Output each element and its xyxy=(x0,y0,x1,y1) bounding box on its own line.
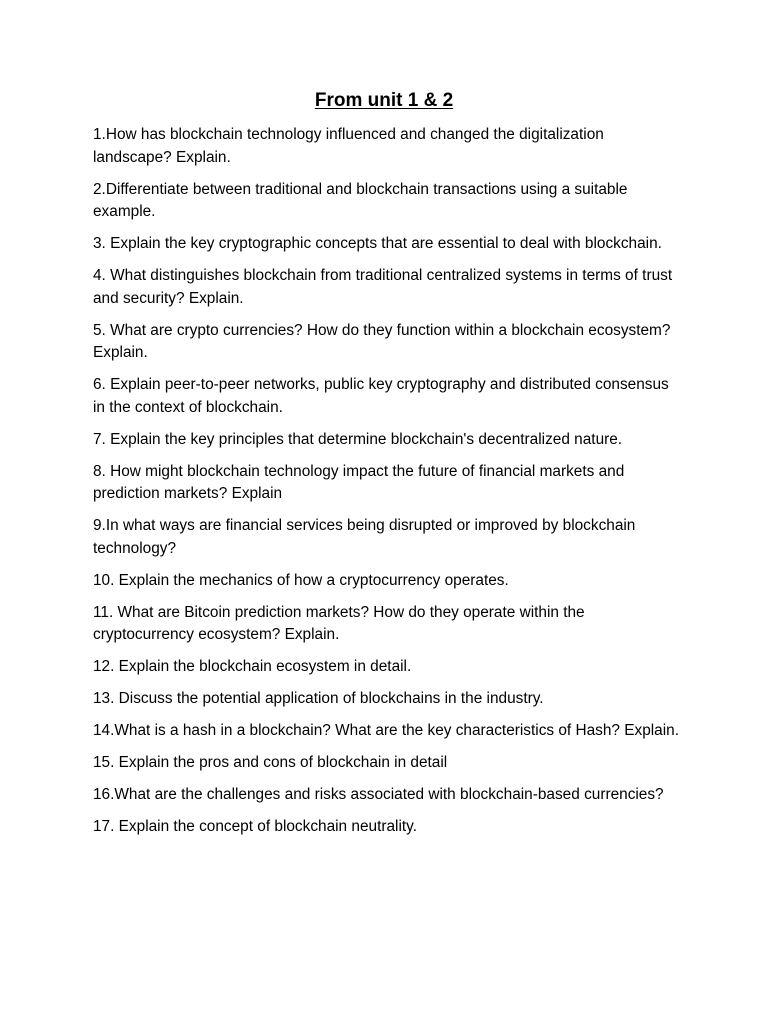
question-item: 8. How might blockchain technology impact the future of financial markets and prediction markets? Explain xyxy=(93,462,625,502)
question-item: 11. What are Bitcoin prediction markets? How do they operate within the cryptocurrency ecosystem? Explain. xyxy=(93,603,585,643)
question-item: 15. Explain the pros and cons of blockchain in detail xyxy=(93,754,448,771)
question-item: 7. Explain the key principles that determine blockchain's decentralized nature. xyxy=(93,430,623,448)
question-item: 9.In what ways are financial services being disrupted or improved by blockchain technology? xyxy=(93,517,636,557)
question-item: 1.How has blockchain technology influenced and changed the digitalization landscape? Explain. xyxy=(93,126,604,166)
question-item: 3. Explain the key cryptographic concepts that are essential to deal with blockchain. xyxy=(93,235,662,252)
page-title: From unit 1 & 2 xyxy=(314,90,454,111)
question-item: 16.What are the challenges and risks associated with blockchain-based currencies? xyxy=(93,786,664,803)
question-item: 4. What distinguishes blockchain from traditional centralized systems in terms of trust and security? Explain. xyxy=(93,267,673,307)
question-item: 5. What are crypto currencies? How do they function within a blockchain ecosystem? Explain. xyxy=(93,321,671,361)
question-list xyxy=(93,124,683,848)
question-item: 12. Explain the blockchain ecosystem in detail. xyxy=(93,658,412,675)
question-item: 2.Differentiate between traditional and blockchain transactions using a suitable example. xyxy=(93,180,628,220)
question-item: 13. Discuss the potential application of blockchains in the industry. xyxy=(93,690,544,707)
question-item: 14.What is a hash in a blockchain? What are the key characteristics of Hash? Explain. xyxy=(93,722,679,739)
question-item: 6. Explain peer-to-peer networks, public key cryptography and distributed consensus in the context of blockchain. xyxy=(93,376,669,416)
question-item: 10. Explain the mechanics of how a cryptocurrency operates. xyxy=(93,571,509,589)
question-item: 17. Explain the concept of blockchain neutrality. xyxy=(93,818,417,835)
